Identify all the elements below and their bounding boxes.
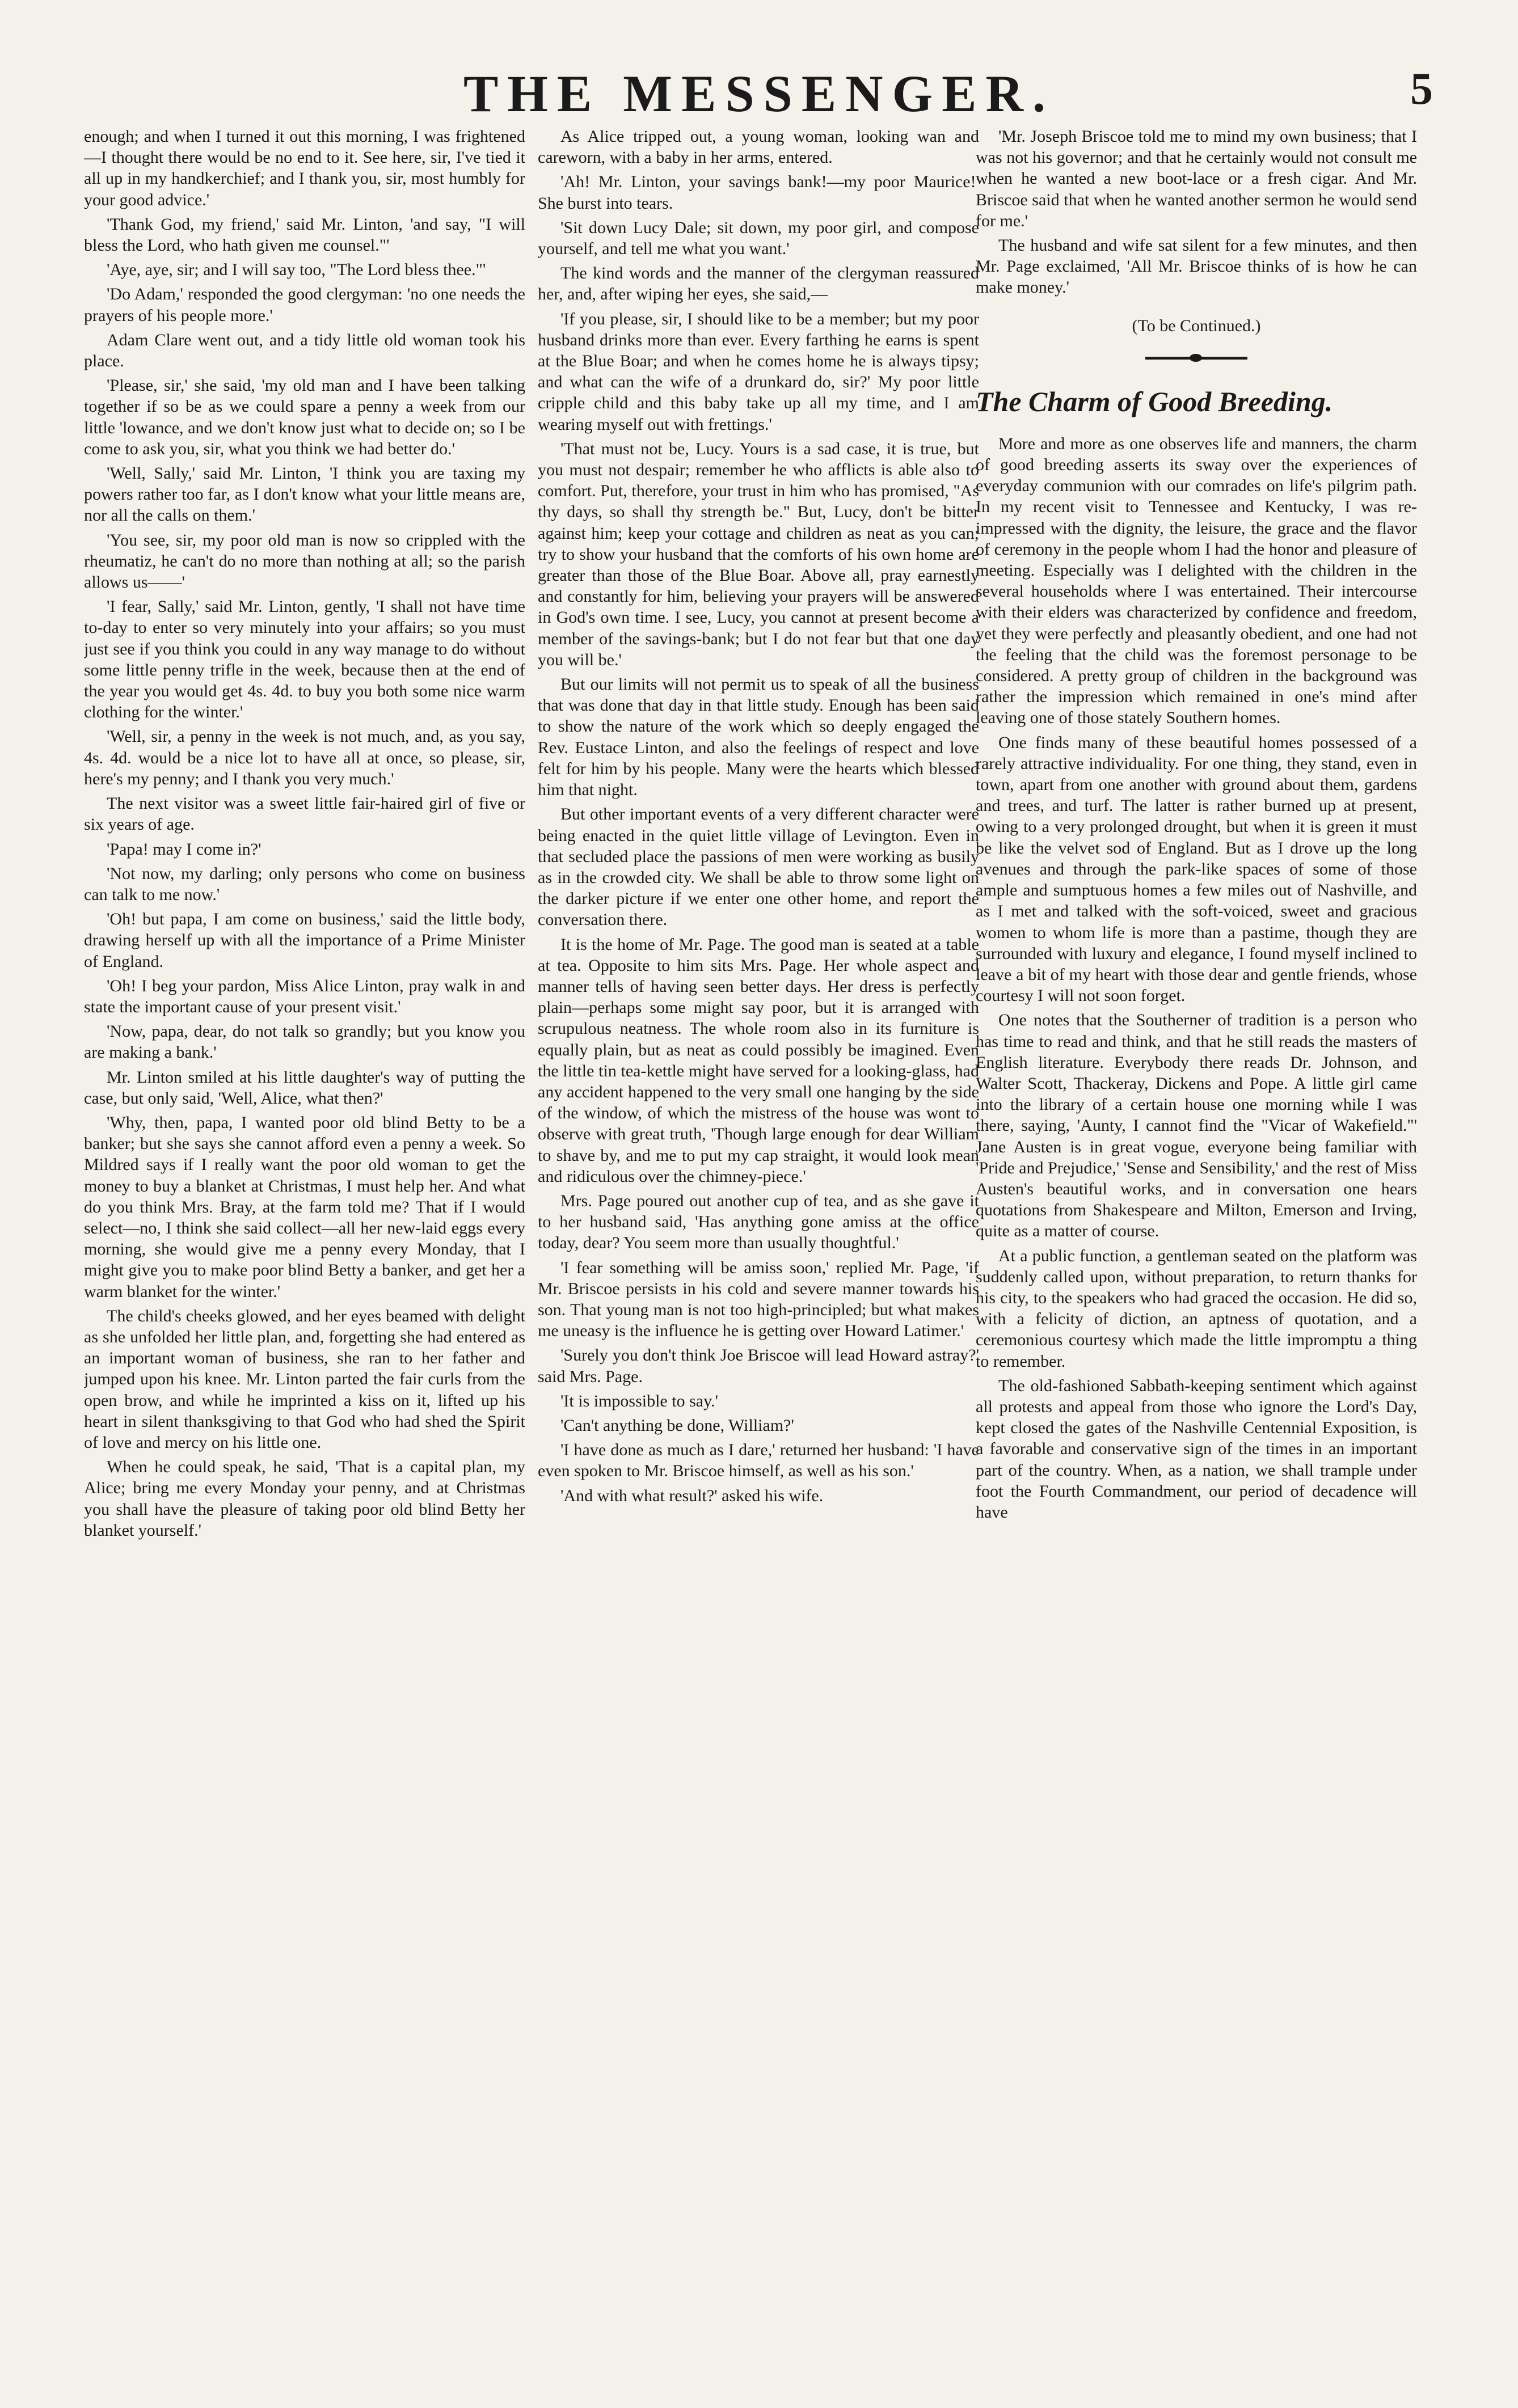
paragraph: Adam Clare went out, and a tidy little old woman took his place. <box>84 330 525 371</box>
column-3 <box>976 126 1417 2386</box>
paragraph: 'If you please, sir, I should like to be a member; but my poor husband drinks more than ever. Every farthing he earns is spent at the Blue Boar; and when he comes home he is always tipsy; and what can the wife of a drunkard do, sir?' My poor little cripple child and this baby take up all my time, and I am wearing myself out with frettings.' <box>538 309 979 434</box>
article-headline: The Charm of Good Breeding. <box>976 385 1333 417</box>
paragraph: Mr. Linton smiled at his little daughter's way of putting the case, but only said, 'Well, Alice, what then?' <box>84 1067 525 1108</box>
paragraph: 'Now, papa, dear, do not talk so grandly; but you know you are making a bank.' <box>84 1022 525 1062</box>
paragraph: 'Can't anything be done, William?' <box>560 1416 794 1435</box>
paragraph: enough; and when I turned it out this morning, I was frightened—I thought there would be no end to it. See here, sir, I've tied it all up in my handkerchief; and I thank you, sir, most humbly for your good advice.' <box>84 127 525 209</box>
masthead <box>85 64 1433 126</box>
paragraph: But our limits will not permit us to speak of all the business that was done that day in that little study. Enough has been said to show the nature of the work which so deeply engaged the Rev. Eustace Linton, and also the feelings of respect and love felt for him by his people. Many were the hearts which blessed him that night. <box>538 675 979 800</box>
page-number: 5 <box>1410 64 1433 114</box>
paragraph: More and more as one observes life and manners, the charm of good breeding asserts its sway over the experiences of everyday communion with our comrades on life's pilgrim path. In my recent visit to Tennessee and Kentucky, I was re-impressed with the dignity, the leisure, the grace and the flavor of ceremony in the people whom I had the honor and pleasure of meeting. Especially was I delighted with the children in the several households where I was entertained. Their intercourse with their elders was characterized by confidence and freedom, yet they were perfectly and pleasantly obedient, and one had not the feeling that the child was the foremost personage to be considered. A pretty group of children in the background was rather the impression which remained in one's mind after leaving one of those stately Southern homes. <box>976 434 1417 728</box>
paragraph: 'Well, sir, a penny in the week is not much, and, as you say, 4s. 4d. would be a nice lot to have all at once, so please, sir, here's my penny; and I thank you very much.' <box>84 727 525 788</box>
paragraph: 'Not now, my darling; only persons who come on business can talk to me now.' <box>84 864 525 904</box>
paragraph: Mrs. Page poured out another cup of tea, and as she gave it to her husband said, 'Has anything gone amiss at the office today, dear? You seem more than usually thoughtful.' <box>538 1191 979 1253</box>
paragraph: 'Aye, aye, sir; and I will say too, "The Lord bless thee."' <box>107 260 486 280</box>
paragraph: 'I fear, Sally,' said Mr. Linton, gently, 'I shall not have time to-day to enter so very minutely into your affairs; so you must just see if you think you could in any way manage to do without some little penny trifle in the week, because then at the end of the year you would get 4s. 4d. to buy you both some nice warm clothing for the winter.' <box>84 597 525 722</box>
paragraph: 'Thank God, my friend,' said Mr. Linton, 'and say, "I will bless the Lord, who hath given me counsel."' <box>84 214 525 255</box>
paragraph: The child's cheeks glowed, and her eyes beamed with delight as she unfolded her little plan, and, forgetting she had entered as an important woman of business, she ran to her father and jumped upon his knee. Mr. Linton parted the fair curls from the open brow, and while he imprinted a kiss on it, lifted up his heart in silent thanksgiving to that God who had shed the Spirit of love and mercy on his little one. <box>84 1306 525 1452</box>
paragraph: One finds many of these beautiful homes possessed of a rarely attractive individuality. For one thing, they stand, even in town, apart from one another with ground about them, gardens and trees, and turf. The latter is rather burned up at present, owing to a very prolonged drought, but when it is green it must be like the velvet sod of England. But as I drove up the long avenues and through the park-like spaces of some of those ample and sumptuous homes a few miles out of Nashville, and as I met and talked with the soft-voiced, sweet and gracious women to whom life is more than a pastime, though they are surrounded with luxury and elegance, I found myself inclined to leave a bit of my heart with those dear and gentle friends, whose courtesy I will not soon forget. <box>976 733 1417 1006</box>
paragraph: 'Do Adam,' responded the good clergyman: 'no one needs the prayers of his people more.' <box>84 285 525 325</box>
paragraph: 'And with what result?' asked his wife. <box>560 1486 824 1505</box>
paragraph: 'Oh! I beg your pardon, Miss Alice Linton, pray walk in and state the important cause of your present visit.' <box>84 976 525 1016</box>
paragraph: 'Surely you don't think Joe Briscoe will lead Howard astray?' said Mrs. Page. <box>538 1346 979 1386</box>
paragraph: 'You see, sir, my poor old man is now so crippled with the rheumatiz, he can't do no more than nothing at all; so the parish allows us——' <box>84 530 525 592</box>
paragraph: The old-fashioned Sabbath-keeping sentiment which against all protests and appeal from those who ignore the Lord's Day, kept closed the gates of the Nashville Centennial Exposition, is a favorable and conservative sign of the times in an important part of the country. When, as a nation, we shall trample under foot the Fourth Commandment, our period of decadence will have <box>976 1376 1417 1522</box>
paragraph: 'Mr. Joseph Briscoe told me to mind my own business; that I was not his governor; and that he certainly would not consult me when he wanted a new boot-lace or a fresh cigar. And Mr. Briscoe said that when he wanted another sermon he would send for me.' <box>976 127 1417 230</box>
paragraph: 'I have done as much as I dare,' returned her husband: 'I have even spoken to Mr. Briscoe himself, as well as his son.' <box>538 1440 979 1481</box>
paragraph: 'Ah! Mr. Linton, your savings bank!—my poor Maurice!' She burst into tears. <box>538 172 979 213</box>
paragraph: It is the home of Mr. Page. The good man is seated at a table at tea. Opposite to him sits Mrs. Page. Her whole aspect and manner tells of having seen better days. Her dress is perfectly plain—perhaps some might say poor, but it is arranged with scrupulous neatness. The whole room also in its furniture is equally plain, but as neat as could possibly be imagined. Even the little tin tea-kettle might have served for a looking-glass, had any accident happened to the very small one hanging by the side of the window, of which the mistress of the house was wont to observe with great truth, 'Though large enough for dear William to shave by, and me to put my cap straight, it would look mean and ridiculous over the chimney-piece.' <box>538 935 979 1186</box>
paragraph: 'I fear something will be amiss soon,' replied Mr. Page, 'if Mr. Briscoe persists in his cold and severe manner towards his son. That young man is not too high-principled; but what makes me uneasy is the influence he is getting over Howard Latimer.' <box>538 1258 979 1341</box>
paragraph: The next visitor was a sweet little fair-haired girl of five or six years of age. <box>84 794 525 834</box>
paragraph: 'Sit down Lucy Dale; sit down, my poor girl, and compose yourself, and tell me what you want.' <box>538 218 979 259</box>
paragraph: 'Please, sir,' she said, 'my old man and I have been talking together if so be as we could spare a penny a week from our little 'lowance, and we don't know just what to decide on; so I be come to ask you, sir, what you think we had better do.' <box>84 376 525 458</box>
to-be-continued: (To be Continued.) <box>1132 316 1261 335</box>
paragraph: At a public function, a gentleman seated on the platform was suddenly called upon, without preparation, to return thanks for his city, to the speakers who had graced the occasion. He did so, with a felicity of diction, an aptness of quotation, and a ceremonious courtesy which made the little impromptu a thing to remember. <box>976 1246 1417 1371</box>
paragraph: 'It is impossible to say.' <box>560 1391 719 1410</box>
paragraph: The husband and wife sat silent for a few minutes, and then Mr. Page exclaimed, 'All Mr. Briscoe thinks of is how he can make money.' <box>976 236 1417 297</box>
column-2 <box>538 126 979 2386</box>
paragraph: 'Why, then, papa, I wanted poor old blind Betty to be a banker; but she says she cannot afford even a penny a week. So Mildred says if I really want the poor old woman to get the money to buy a blanket at Christmas, I must help her. And what do you think Mrs. Bray, at the farm told me? That if I would select—no, I think she said collect—all her new-laid eggs every morning, she would give me a penny every Monday, that I might give you to make poor blind Betty a banker, and get her a warm blanket for the winter.' <box>84 1113 525 1301</box>
publication-title: THE MESSENGER. <box>463 65 1055 122</box>
paragraph: 'Oh! but papa, I am come on business,' said the little body, drawing herself up with all the importance of a Prime Minister of England. <box>84 910 525 971</box>
paragraph: But other important events of a very different character were being enacted in the quiet little village of Levington. Even in that secluded place the passions of men were working as busily as in the crowded city. We shall be able to throw some light on the darker picture if we enter one other home, and report the conversation there. <box>538 805 979 930</box>
paragraph: 'Well, Sally,' said Mr. Linton, 'I think you are taxing my powers rather too far, as I don't know what your little means are, nor all the calls on them.' <box>84 464 525 525</box>
paragraph: When he could speak, he said, 'That is a capital plan, my Alice; bring me every Monday your penny, and at Christmas you shall have the pleasure of taking poor old blind Betty her blanket yourself.' <box>84 1458 525 1540</box>
paragraph: The kind words and the manner of the clergyman reassured her, and, after wiping her eyes, she said,— <box>538 264 979 304</box>
paragraph: One notes that the Southerner of tradition is a person who has time to read and think, and that he still reads the masters of English literature. Everybody there reads Dr. Johnson, and Walter Scott, Thackeray, Dickens and Pope. A little girl came into the library of a certain house one morning while I was there, saying, 'Aunty, I cannot find the "Vicar of Wakefield."' Jane Austen is in great vogue, everyone being familiar with 'Pride and Prejudice,' 'Sense and Sensibility,' and the rest of Miss Austen's beautiful works, and in conversation one hears quotations from Shakespeare and Milton, Emerson and Irving, quite as a matter of course. <box>976 1011 1417 1241</box>
paragraph: 'Papa! may I come in?' <box>107 839 262 859</box>
paragraph: 'That must not be, Lucy. Yours is a sad case, it is true, but you must not despair; remember he who afflicts is able also to comfort. Put, therefore, your trust in him who has promised, "As thy days, so shall thy strength be." But, Lucy, don't be bitter against him; keep your cottage and children as neat as you can; try to show your husband that the comforts of his own home are greater than those of the Blue Boar. Above all, pray earnestly and constantly for him, believing your prayers will be answered in God's own time. I see, Lucy, you cannot at present become a member of the savings-bank; but I do not fear but that one day you will be.' <box>538 439 979 669</box>
paragraph: As Alice tripped out, a young woman, looking wan and careworn, with a baby in her arms, entered. <box>538 127 979 167</box>
section-divider <box>1145 357 1247 360</box>
column-1 <box>84 126 525 2386</box>
